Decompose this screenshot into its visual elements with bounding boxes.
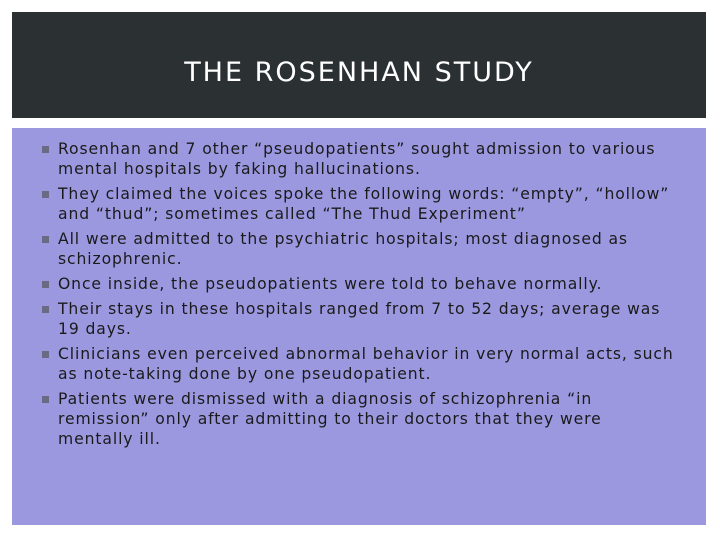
slide-title: THE ROSENHAN STUDY bbox=[184, 56, 534, 88]
square-bullet-icon bbox=[42, 306, 49, 313]
bullet-text: All were admitted to the psychiatric hospitals; most diagnosed as schizophrenic. bbox=[58, 230, 628, 268]
bullet-text: Patients were dismissed with a diagnosis of schizophrenia “in remission” only after admitting to their doctors that they were mentally ill. bbox=[58, 390, 602, 448]
title-bar bbox=[12, 12, 706, 118]
content-panel bbox=[12, 128, 706, 525]
bullet-item bbox=[42, 184, 678, 224]
bullet-text: Once inside, the pseudopatients were told to behave normally. bbox=[58, 275, 603, 293]
bullet-list bbox=[12, 128, 706, 449]
bullet-item bbox=[42, 274, 678, 294]
bullet-item bbox=[42, 389, 678, 449]
bullet-text: Their stays in these hospitals ranged from 7 to 52 days; average was 19 days. bbox=[58, 300, 661, 338]
bullet-item bbox=[42, 344, 678, 384]
square-bullet-icon bbox=[42, 396, 49, 403]
bullet-item bbox=[42, 139, 678, 179]
bullet-text: They claimed the voices spoke the following words: “empty”, “hollow” and “thud”; sometimes called “The Thud Experiment” bbox=[58, 185, 670, 223]
bullet-text: Rosenhan and 7 other “pseudopatients” sought admission to various mental hospitals by faking hallucinations. bbox=[58, 140, 656, 178]
square-bullet-icon bbox=[42, 351, 49, 358]
square-bullet-icon bbox=[42, 236, 49, 243]
square-bullet-icon bbox=[42, 146, 49, 153]
square-bullet-icon bbox=[42, 281, 49, 288]
square-bullet-icon bbox=[42, 191, 49, 198]
bullet-item bbox=[42, 229, 678, 269]
bullet-item bbox=[42, 299, 678, 339]
bullet-text: Clinicians even perceived abnormal behavior in very normal acts, such as note-taking done by one pseudopatient. bbox=[58, 345, 674, 383]
